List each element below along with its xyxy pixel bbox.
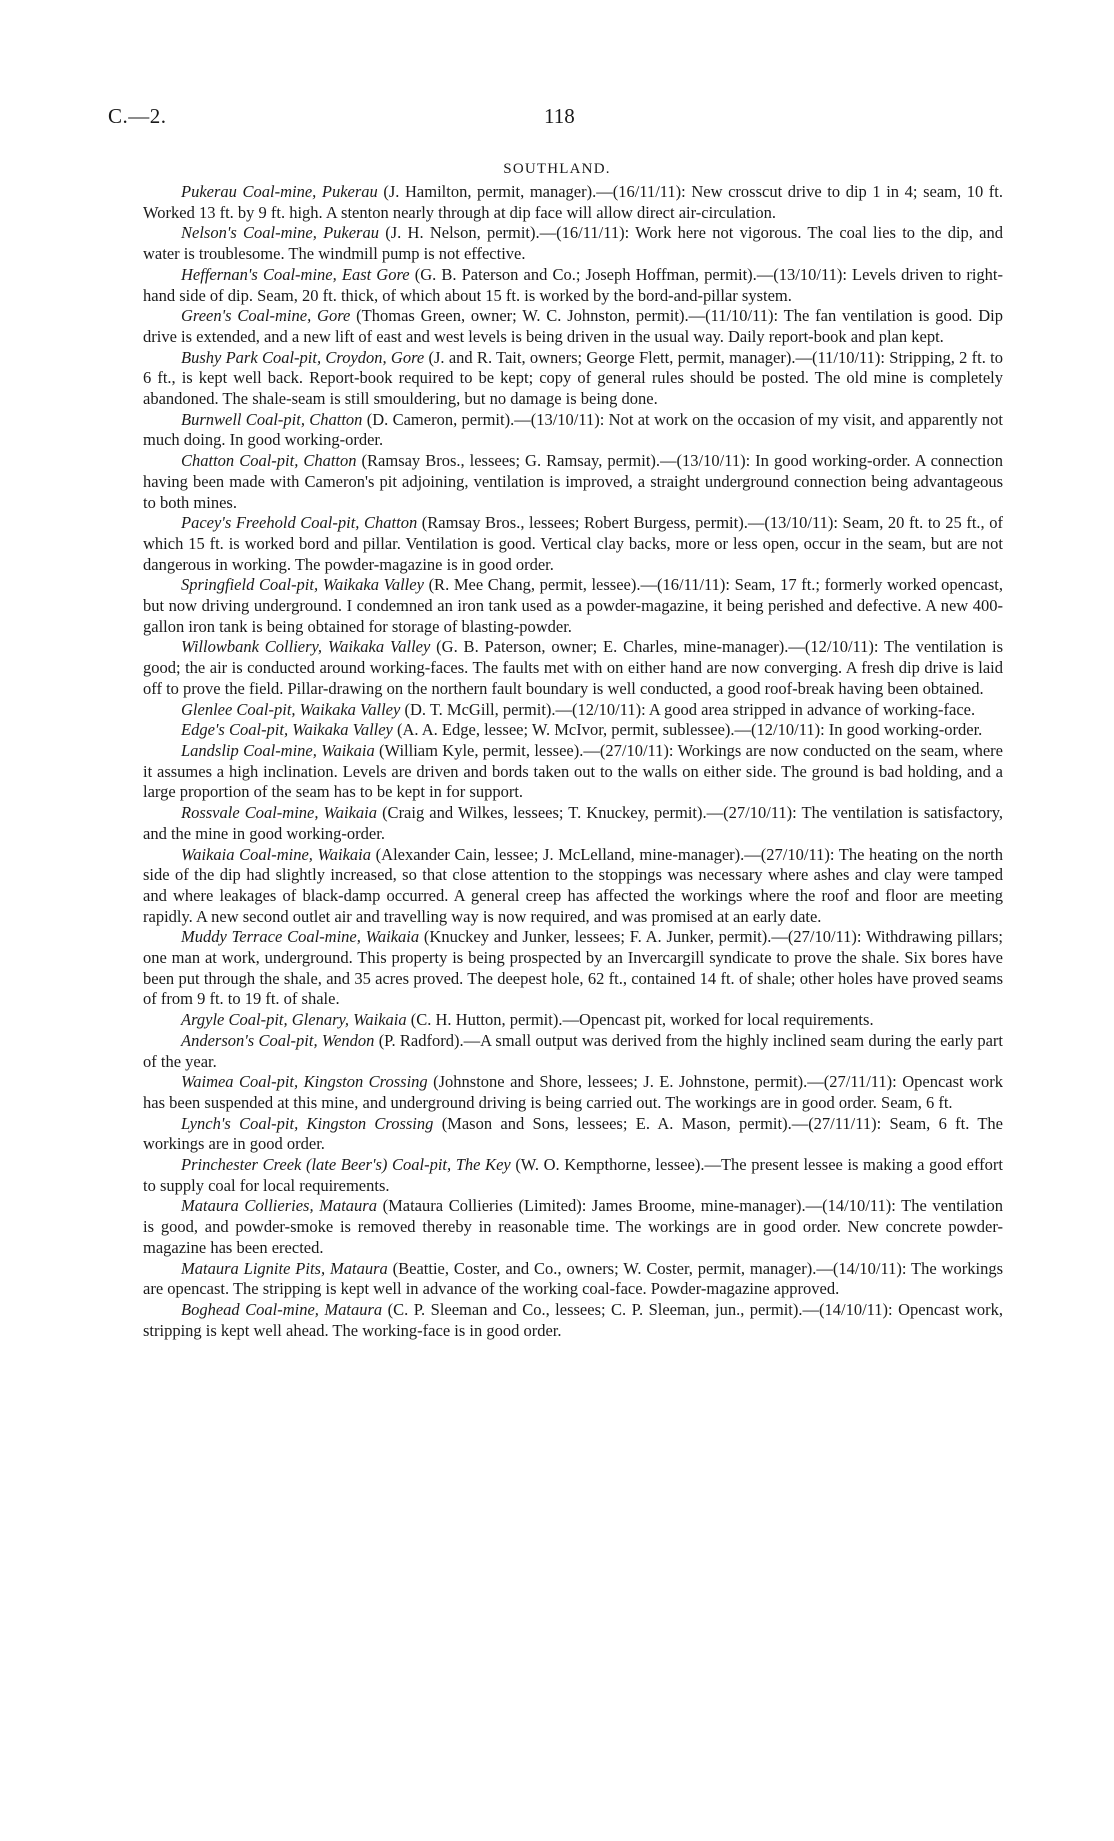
mine-entry (143, 1259, 1003, 1300)
mine-name: Argyle Coal-pit, Glenary, Waikaia (181, 1010, 407, 1030)
mine-report: (Beattie, Coster, and Co., owners; W. Coster, permit, manager).—(14/10/11): The workings are opencast. The stripping is kept well in advance of the working coal-face. Powder-magazine approved. (143, 1258, 1004, 1299)
mine-name: Lynch's Coal-pit, Kingston Crossing (181, 1113, 434, 1133)
mine-name: Boghead Coal-mine, Mataura (181, 1299, 383, 1319)
mine-report: (Ramsay Bros., lessees; G. Ramsay, permit).—(13/10/11): In good working-order. A connection having been made with Cameron's pit adjoining, ventilation is improved, a straight underground connection being advantageous to both mines. (143, 451, 1003, 512)
mine-report: (J. and R. Tait, owners; George Flett, permit, manager).—(11/10/11): Stripping, 2 ft. to 6 ft., is kept well back. Report-book required to be kept; copy of general rules should be posted. The old mine is completely abandoned. The shale-seam is still smouldering, but no damage is being done. (143, 347, 1003, 409)
mine-entry (143, 1300, 1003, 1341)
mine-report: (C. P. Sleeman and Co., lessees; C. P. Sleeman, jun., permit).—(14/10/11): Opencast work, stripping is kept well ahead. The working-face is in good order. (143, 1299, 1003, 1340)
mine-entry (143, 845, 1003, 928)
mine-report: (R. Mee Chang, permit, lessee).—(16/11/11): Seam, 17 ft.; formerly worked opencast, but now driving underground. I condemned an iron tank used as a powder-magazine, it being perished and defective. A new 400-gallon iron tank is being obtained for storage of blasting-powder. (143, 575, 1003, 636)
mine-report: (G. B. Paterson, owner; E. Charles, mine-manager).—(12/10/11): The ventilation is good; the air is conducted around working-faces. The faults met with on either hand are now converging. A fresh dip drive is laid off to prove the field. Pillar-drawing on the northern fault boundary is well conducted, a good roof-break having been obtained. (143, 637, 1003, 698)
mine-name: Bushy Park Coal-pit, Croydon, Gore (181, 347, 425, 367)
mine-report: (Mason and Sons, lessees; E. A. Mason, permit).—(27/11/11): Seam, 6 ft. The workings are in good order. (143, 1113, 1003, 1154)
mine-entry (143, 265, 1003, 306)
mine-name: Heffernan's Coal-mine, East Gore (181, 264, 410, 284)
mine-entry (143, 803, 1003, 844)
mine-name: Princhester Creek (late Beer's) Coal-pit, The Key (181, 1155, 511, 1175)
mine-entry (143, 637, 1003, 699)
mine-name: Landslip Coal-mine, Waikaia (181, 740, 375, 760)
mine-entry (143, 741, 1003, 803)
mine-report: (D. T. McGill, permit).—(12/10/11): A good area stripped in advance of working-face. (400, 699, 976, 719)
mine-entry (143, 1114, 1003, 1155)
page-header (108, 104, 1008, 134)
mine-report: (Ramsay Bros., lessees; Robert Burgess, permit).—(13/10/11): Seam, 20 ft. to 25 ft., of which 15 ft. is worked bord and pillar. Ventilation is good. Vertical clay backs, more or less open, occur in the seam, but are not dangerous in working. The powder-magazine is in good order. (143, 513, 1003, 574)
mine-entry (143, 513, 1003, 575)
mine-name: Chatton Coal-pit, Chatton (181, 451, 357, 471)
mine-entry (143, 1010, 1003, 1031)
mine-name: Green's Coal-mine, Gore (181, 306, 351, 326)
mine-entry (143, 410, 1003, 451)
mine-report: (Thomas Green, owner; W. C. Johnston, permit).—(11/10/11): The fan ventilation is good. Dip drive is extended, and a new lift of east and west levels is being driven in the usual way. Daily report-book and plan kept. (143, 306, 1003, 346)
mine-report: (Mataura Collieries (Limited): James Broome, mine-manager).—(14/10/11): The ventilation is good, and powder-smoke is removed thereby in reasonable time. The workings are in good order. New concrete powder-magazine has been erected. (143, 1196, 1003, 1257)
mine-report: (D. Cameron, permit).—(13/10/11): Not at work on the occasion of my visit, and apparently not much doing. In good working-order. (143, 409, 1003, 450)
mine-name: Mataura Collieries, Mataura (181, 1196, 377, 1216)
entries-list (143, 182, 1003, 1341)
mine-entry (143, 700, 1003, 721)
mine-report: (William Kyle, permit, lessee).—(27/10/11): Workings are now conducted on the seam, where it assumes a high inclination. Levels are driven and bords taken out to the walls on either side. The ground is bad holding, and a large proportion of the seam has to be kept in for support. (143, 740, 1003, 802)
mine-entry (143, 223, 1003, 264)
section-title: SOUTHLAND. (503, 161, 611, 177)
mine-report: (G. B. Paterson and Co.; Joseph Hoffman, permit).—(13/10/11): Levels driven to right-hand side of dip. Seam, 20 ft. thick, of which about 15 ft. is worked by the bord-and-pillar system. (143, 264, 1003, 305)
mine-report: (P. Radford).—A small output was derived from the highly inclined seam during the early part of the year. (143, 1030, 1003, 1071)
page-number: 118 (544, 104, 575, 128)
mine-entry (143, 1072, 1003, 1113)
mine-name: Burnwell Coal-pit, Chatton (181, 409, 363, 429)
mine-entry (143, 348, 1003, 410)
mine-report: (Alexander Cain, lessee; J. McLelland, mine-manager).—(27/10/11): The heating on the north side of the dip had slightly increased, so that close attention to the stoppings was necessary where ashes and clay were tamped and where leakages of black-damp occurred. A general creep has affected the workings where the roof and floor are meeting rapidly. A new second outlet air and travelling way is now required, and was promised at an early date. (143, 844, 1004, 926)
mine-name: Willowbank Colliery, Waikaka Valley (181, 637, 431, 657)
mine-name: Waikaia Coal-mine, Waikaia (181, 844, 372, 864)
mine-report: (Craig and Wilkes, lessees; T. Knuckey, permit).—(27/10/11): The ventilation is satisfactory, and the mine in good working-order. (143, 803, 1003, 843)
mine-name: Pukerau Coal-mine, Pukerau (181, 182, 378, 201)
mine-entry (143, 306, 1003, 347)
mine-entry (143, 927, 1003, 1010)
mine-entry (143, 720, 1003, 741)
mine-report: (Johnstone and Shore, lessees; J. E. Johnstone, permit).—(27/11/11): Opencast work has been suspended at this mine, and underground driving is being carried out. The workings are in good order. Seam, 6 ft. (143, 1072, 1003, 1112)
mine-entry (143, 1031, 1003, 1072)
mine-name: Glenlee Coal-pit, Waikaka Valley (181, 699, 401, 719)
mine-entry (143, 182, 1003, 223)
mine-name: Waimea Coal-pit, Kingston Crossing (181, 1072, 428, 1092)
mine-report: (C. H. Hutton, permit).—Opencast pit, worked for local requirements. (406, 1010, 874, 1030)
mine-entry (143, 1155, 1003, 1196)
mine-name: Rossvale Coal-mine, Waikaia (181, 803, 378, 823)
mine-entry (143, 575, 1003, 637)
mine-name: Muddy Terrace Coal-mine, Waikaia (181, 927, 420, 947)
mine-report: (J. H. Nelson, permit).—(16/11/11): Work here not vigorous. The coal lies to the dip, and water is troublesome. The windmill pump is not effective. (143, 223, 1004, 264)
mine-report: (J. Hamilton, permit, manager).—(16/11/11): New crosscut drive to dip 1 in 4; seam, 10 ft. Worked 13 ft. by 9 ft. high. A stenton nearly through at dip face will allow direct air-circulation. (143, 182, 1003, 222)
mine-name: Nelson's Coal-mine, Pukerau (181, 223, 379, 243)
mine-entry (143, 451, 1003, 513)
mine-report: (W. O. Kempthorne, lessee).—The present lessee is making a good effort to supply coal for local requirements. (143, 1155, 1003, 1195)
mine-name: Edge's Coal-pit, Waikaka Valley (181, 720, 393, 740)
mine-entry (143, 1196, 1003, 1258)
mine-name: Anderson's Coal-pit, Wendon (181, 1030, 375, 1050)
mine-name: Pacey's Freehold Coal-pit, Chatton (181, 513, 418, 533)
mine-report: (A. A. Edge, lessee; W. McIvor, permit, sublessee).—(12/10/11): In good working-order. (392, 720, 983, 740)
mine-name: Mataura Lignite Pits, Mataura (181, 1258, 388, 1278)
mine-report: (Knuckey and Junker, lessees; F. A. Junker, permit).—(27/10/11): Withdrawing pillars; one man at work, underground. This property is being prospected by an Invercargill syndicate to prove the shale. Six bores have been put through the shale, and 35 acres proved. The deepest hole, 62 ft., contained 14 ft. of shale; other holes have proved seams of from 9 ft. to 19 ft. of shale. (143, 927, 1003, 1009)
mine-name: Springfield Coal-pit, Waikaka Valley (181, 575, 424, 595)
page-reference: C.—2. (108, 104, 167, 128)
